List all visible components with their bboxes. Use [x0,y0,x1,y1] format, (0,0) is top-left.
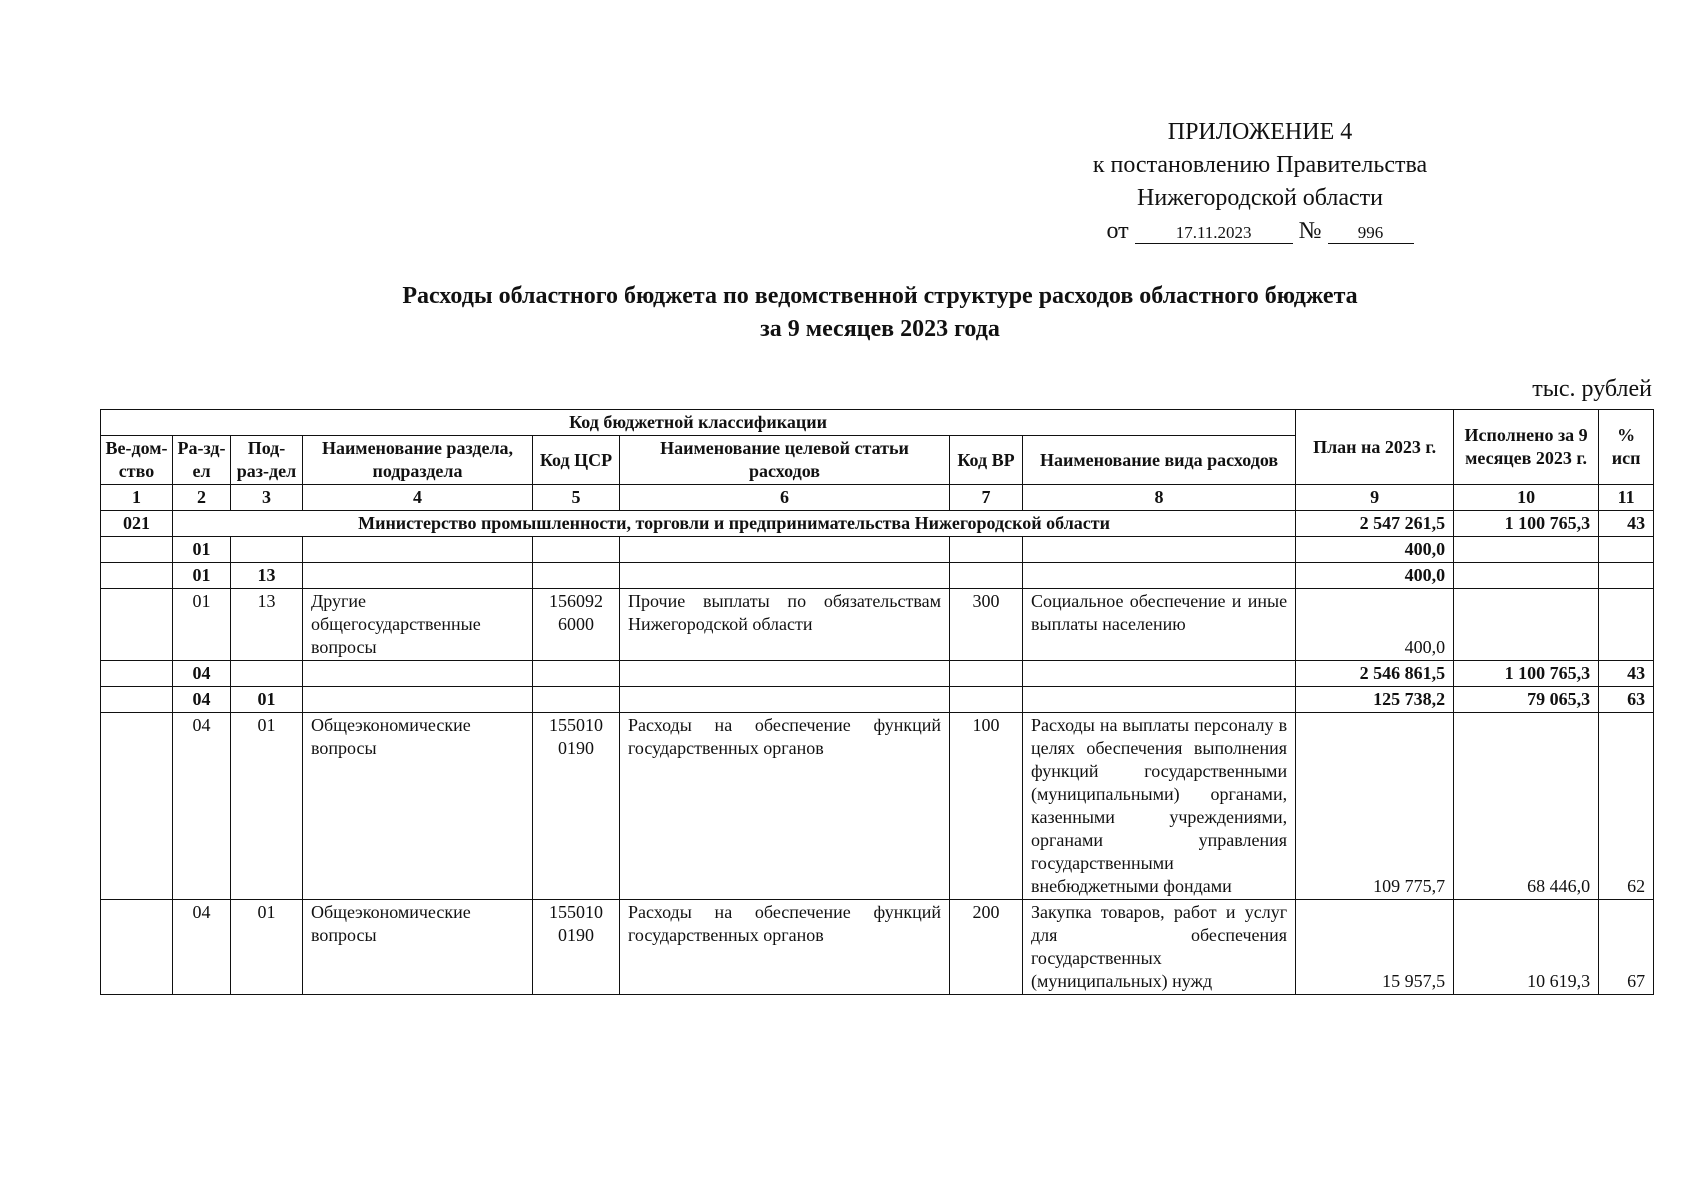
cell-dept [101,563,173,589]
cell-subsection: 13 [231,589,303,661]
col-vr-name-header: Наименование вида расходов [1023,436,1296,485]
csr-part-2: 6000 [558,614,594,634]
col-csr-name-header: Наименование целевой статьи расходов [620,436,950,485]
cell-plan: 2 546 861,5 [1296,661,1454,687]
csr-part-1: 155010 [549,715,603,735]
cell-dept [101,537,173,563]
cell-dept [101,687,173,713]
number-label: № [1298,218,1322,244]
cell-csr-name: Расходы на обеспечение функций государственных органов [620,900,950,995]
column-number: 9 [1296,485,1454,511]
column-number: 8 [1023,485,1296,511]
cell-dept [101,661,173,687]
col-dept-header: Ве-дом-ство [101,436,173,485]
table-row [101,900,1654,995]
column-number: 4 [303,485,533,511]
cell-csr-name: Прочие выплаты по обязательствам Нижегородской области [620,589,950,661]
cell-csr [533,537,620,563]
document-title-line-1: Расходы областного бюджета по ведомственной структуре расходов областного бюджета [402,283,1358,309]
csr-part-1: 156092 [549,591,603,611]
cell-subsection: 01 [231,713,303,900]
cell-vr [950,537,1023,563]
csr-part-2: 0190 [558,925,594,945]
cell-plan: 400,0 [1296,589,1454,661]
cell-csr [533,900,620,995]
appendix-line-2: Нижегородской области [1136,185,1384,211]
cell-executed: 1 100 765,3 [1454,511,1599,537]
cell-vr-name [1023,661,1296,687]
cell-csr [533,661,620,687]
document-title-line-2: за 9 месяцев 2023 года [760,316,1000,342]
cell-csr-name [620,687,950,713]
document-title [100,280,1660,346]
column-number: 6 [620,485,950,511]
cell-section: 01 [173,589,231,661]
cell-vr-name [1023,563,1296,589]
table-row [101,537,1654,563]
cell-dept [101,900,173,995]
col-executed-header: Исполнено за 9 месяцев 2023 г. [1454,410,1599,485]
cell-executed [1454,537,1599,563]
col-percent-header: % исп [1599,410,1654,485]
cell-vr: 300 [950,589,1023,661]
cell-ministry-title: Министерство промышленности, торговли и предпринимательства Нижегородской области [173,511,1296,537]
table-group-header-row [101,410,1654,436]
from-label: от [1106,218,1129,244]
column-number: 3 [231,485,303,511]
appendix-header [1060,116,1460,248]
column-number: 11 [1599,485,1654,511]
cell-section-name: Другие общегосударственные вопросы [303,589,533,661]
table-row [101,661,1654,687]
cell-dept: 021 [101,511,173,537]
cell-subsection: 01 [231,900,303,995]
cell-csr-name [620,563,950,589]
cell-vr: 200 [950,900,1023,995]
budget-table [100,409,1654,995]
cell-vr: 100 [950,713,1023,900]
cell-vr-name [1023,687,1296,713]
cell-percent [1599,537,1654,563]
decree-date: 17.11.2023 [1135,223,1293,244]
cell-plan: 109 775,7 [1296,713,1454,900]
cell-section: 04 [173,661,231,687]
decree-number: 996 [1328,223,1414,244]
cell-section-name: Общеэкономические вопросы [303,713,533,900]
csr-part-1: 155010 [549,902,603,922]
cell-csr [533,713,620,900]
cell-csr-name [620,661,950,687]
column-number: 10 [1454,485,1599,511]
table-row [101,713,1654,900]
cell-percent [1599,589,1654,661]
col-plan-header: План на 2023 г. [1296,410,1454,485]
col-vr-header: Код ВР [950,436,1023,485]
cell-dept [101,589,173,661]
cell-vr [950,687,1023,713]
cell-executed: 1 100 765,3 [1454,661,1599,687]
column-numbers-row [101,485,1654,511]
table-row [101,511,1654,537]
cell-section-name: Общеэкономические вопросы [303,900,533,995]
cell-executed: 68 446,0 [1454,713,1599,900]
cell-section-name [303,563,533,589]
cell-csr-name [620,537,950,563]
table-row [101,687,1654,713]
cell-vr-name: Социальное обеспечение и иные выплаты населению [1023,589,1296,661]
appendix-date-line [1060,215,1460,248]
col-section-name-header: Наименование раздела, подраздела [303,436,533,485]
column-number: 7 [950,485,1023,511]
cell-percent: 43 [1599,661,1654,687]
cell-vr-name: Расходы на выплаты персоналу в целях обеспечения выполнения функций государственными (муниципальными) органами, казенными учреждениями, органами управления государственными внебюджетными фондами [1023,713,1296,900]
column-number: 5 [533,485,620,511]
col-subsection-header: Под-раз-дел [231,436,303,485]
units-label: тыс. рублей [1532,376,1652,402]
cell-subsection: 13 [231,563,303,589]
cell-plan: 125 738,2 [1296,687,1454,713]
cell-percent [1599,563,1654,589]
column-number: 2 [173,485,231,511]
cell-section: 04 [173,713,231,900]
cell-percent: 67 [1599,900,1654,995]
cell-plan: 400,0 [1296,537,1454,563]
col-csr-header: Код ЦСР [533,436,620,485]
cell-csr [533,589,620,661]
cell-vr-name [1023,537,1296,563]
cell-subsection [231,661,303,687]
cell-section-name [303,661,533,687]
cell-percent: 62 [1599,713,1654,900]
cell-executed: 10 619,3 [1454,900,1599,995]
appendix-title: ПРИЛОЖЕНИЕ 4 [1167,119,1353,145]
cell-csr-name: Расходы на обеспечение функций государственных органов [620,713,950,900]
cell-csr [533,563,620,589]
group-header: Код бюджетной классификации [101,410,1296,436]
cell-executed [1454,563,1599,589]
col-section-header: Ра-зд-ел [173,436,231,485]
csr-part-2: 0190 [558,738,594,758]
cell-executed: 79 065,3 [1454,687,1599,713]
cell-vr [950,661,1023,687]
cell-csr [533,687,620,713]
cell-section: 04 [173,900,231,995]
cell-section-name [303,687,533,713]
cell-subsection: 01 [231,687,303,713]
table-row [101,563,1654,589]
column-number: 1 [101,485,173,511]
cell-section: 04 [173,687,231,713]
table-row [101,589,1654,661]
appendix-line-1: к постановлению Правительства [1092,152,1428,178]
cell-plan: 2 547 261,5 [1296,511,1454,537]
cell-vr-name: Закупка товаров, работ и услуг для обеспечения государственных (муниципальных) нужд [1023,900,1296,995]
cell-percent: 43 [1599,511,1654,537]
cell-vr [950,563,1023,589]
cell-executed [1454,589,1599,661]
cell-section: 01 [173,563,231,589]
cell-plan: 400,0 [1296,563,1454,589]
cell-section: 01 [173,537,231,563]
cell-subsection [231,537,303,563]
cell-percent: 63 [1599,687,1654,713]
cell-section-name [303,537,533,563]
cell-plan: 15 957,5 [1296,900,1454,995]
cell-dept [101,713,173,900]
